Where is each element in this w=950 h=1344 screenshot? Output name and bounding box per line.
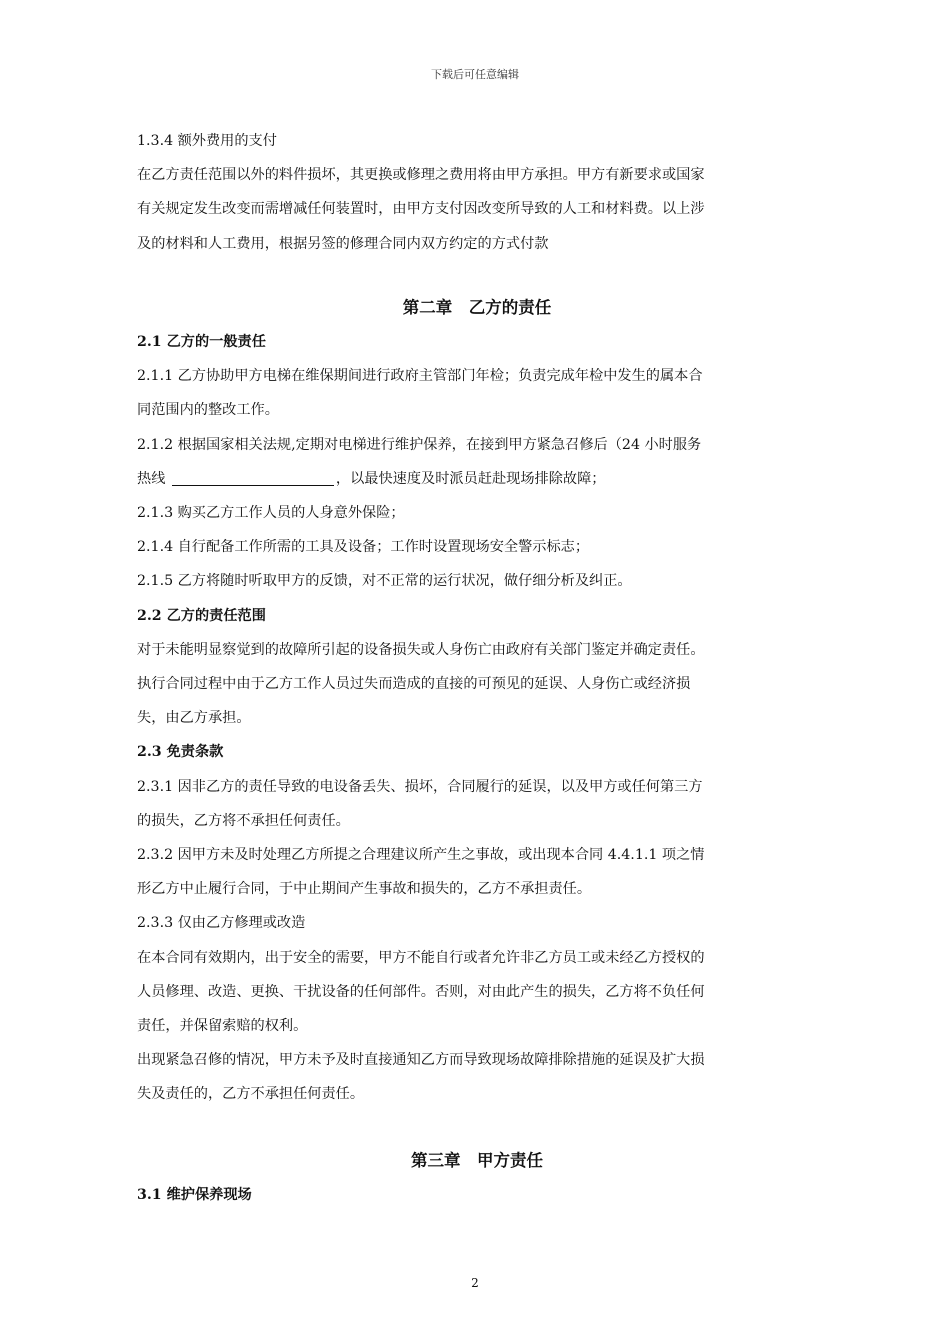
- section-2-3-title: 2.3 免责条款: [137, 744, 224, 761]
- paragraph-line: 执行合同过程中由于乙方工作人员过失而造成的直接的可预见的延误、人身伤亡或经济损: [137, 676, 691, 693]
- paragraph-line: 及的材料和人工费用，根据另签的修理合同内双方约定的方式付款: [137, 235, 549, 252]
- document-body: [137, 124, 817, 1212]
- hotline-label: 热线: [137, 470, 166, 487]
- paragraph-line: 2.1.4 自行配备工作所需的工具及设备；工作时设置现场安全警示标志；: [137, 539, 590, 556]
- paragraph-line: 责任，并保留索赔的权利。: [137, 1018, 308, 1035]
- paragraph-line: 对于未能明显察觉到的故障所引起的设备损失或人身伤亡由政府有关部门鉴定并确定责任。: [137, 641, 705, 658]
- chapter-3-title: 第三章 甲方责任: [411, 1150, 543, 1170]
- paragraph-line: 的损失，乙方将不承担任何责任。: [137, 812, 350, 829]
- paragraph-line: 在本合同有效期内，出于安全的需要，甲方不能自行或者允许非乙方员工或未经乙方授权的: [137, 949, 705, 966]
- paragraph-line: 2.1.1 乙方协助甲方电梯在维保期间进行政府主管部门年检；负责完成年检中发生的属本合: [137, 368, 703, 385]
- paragraph-line: 2.1.3 购买乙方工作人员的人身意外保险；: [137, 505, 405, 522]
- paragraph-line: 2.3.2 因甲方未及时处理乙方所提之合理建议所产生之事故，或出现本合同 4.4.1.1 项之情: [137, 847, 705, 864]
- paragraph-line: 失及责任的，乙方不承担任何责任。: [137, 1086, 365, 1103]
- paragraph-line: 失，由乙方承担。: [137, 710, 251, 727]
- paragraph-line: 有关规定发生改变而需增减任何装置时，由甲方支付因改变所导致的人工和材料费。以上涉: [137, 201, 705, 218]
- section-2-1-title: 2.1 乙方的一般责任: [137, 334, 266, 351]
- paragraph-line: [137, 462, 817, 496]
- paragraph-line: 2.3.1 因非乙方的责任导致的电设备丢失、损坏，合同履行的延误，以及甲方或任何第三方: [137, 778, 703, 795]
- section-3-1-title: 3.1 维护保养现场: [137, 1186, 252, 1203]
- section-2-3-3-title: 2.3.3 仅由乙方修理或改造: [137, 915, 306, 932]
- paragraph-line: 形乙方中止履行合同，于中止期间产生事故和损失的，乙方不承担责任。: [137, 881, 592, 898]
- paragraph-line: 同范围内的整改工作。: [137, 402, 279, 419]
- chapter-2-title: 第二章 乙方的责任: [402, 297, 552, 317]
- paragraph-line: 在乙方责任范围以外的料件损坏，其更换或修理之费用将由甲方承担。甲方有新要求或国家: [137, 167, 705, 184]
- section-2-2-title: 2.2 乙方的责任范围: [137, 607, 266, 624]
- paragraph-line: 2.1.2 根据国家相关法规,定期对电梯进行维护保养，在接到甲方紧急召修后（24 小时服务: [137, 436, 702, 453]
- hotline-text: ，以最快速度及时派员赶赴现场排除故障；: [335, 470, 606, 487]
- paragraph-line: 2.1.5 乙方将随时听取甲方的反馈，对不正常的运行状况，做仔细分析及纠正。: [137, 573, 632, 590]
- section-1-3-4-title: 1.3.4 额外费用的支付: [137, 133, 277, 149]
- page-number: 2: [471, 1276, 479, 1290]
- paragraph-line: 出现紧急召修的情况，甲方未予及时直接通知乙方而导致现场故障排除措施的延误及扩大损: [137, 1052, 705, 1069]
- hotline-blank: [172, 469, 334, 486]
- page-header: 下载后可任意编辑: [431, 68, 519, 81]
- paragraph-line: 人员修理、改造、更换、干扰设备的任何部件。否则，对由此产生的损失，乙方将不负任何: [137, 983, 705, 1000]
